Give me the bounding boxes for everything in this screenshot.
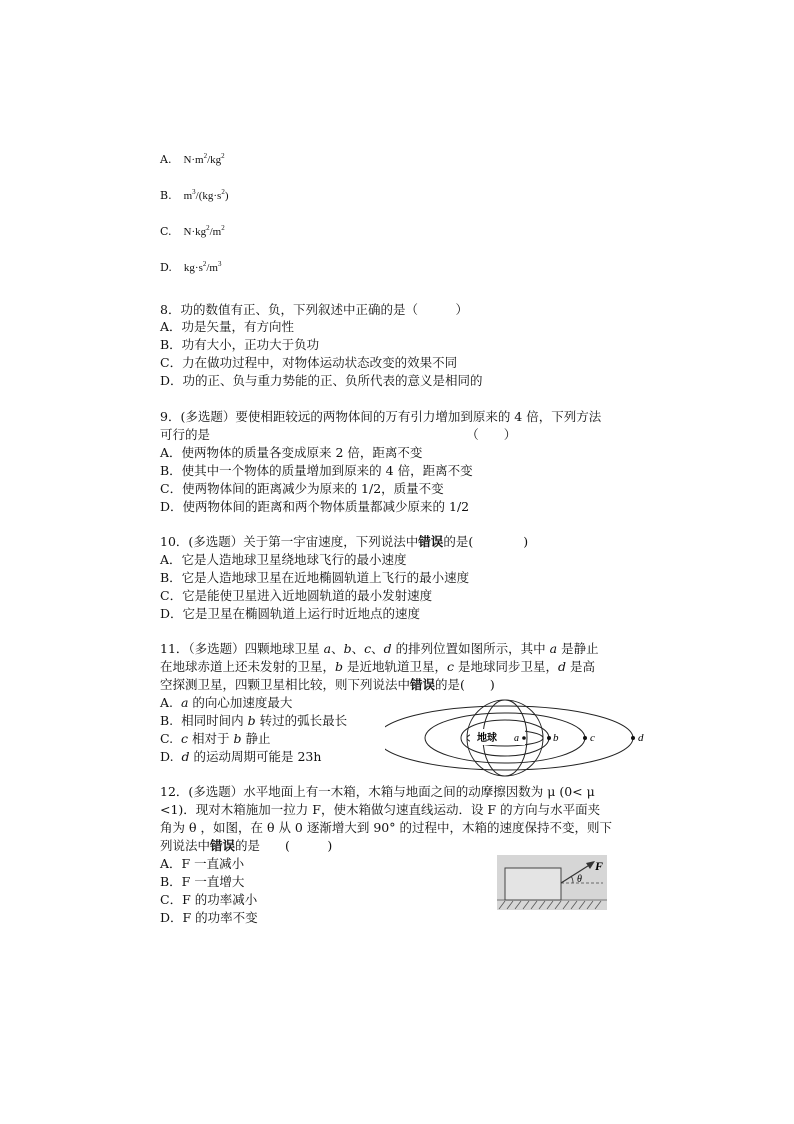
q12-stem-line3: 角为 θ ，如图，在 θ 从 0 逐渐增大到 90° 的过程中，木箱的速度保持不变，则下	[160, 820, 612, 835]
q8-option-c: C．力在做功过程中，对物体运动状态改变的效果不同	[160, 355, 458, 370]
satellite-d	[631, 736, 635, 740]
q12-option-b: B．F 一直增大	[160, 874, 245, 889]
q12-stem-line2: <1)．现对木箱施加一拉力 F，使木箱做匀速直线运动．设 F 的方向与水平面夹	[160, 802, 601, 817]
satellite-a	[522, 736, 526, 740]
q9-stem-line1: 9．(多选题）要使相距较远的两物体间的万有引力增加到原来的 4 倍，下列方法	[160, 409, 602, 424]
q11-stem-line2: 在地球赤道上还未发射的卫星，b 是近地轨道卫星，c 是地球同步卫星，d 是高	[160, 659, 596, 674]
satellite-c-label: c	[590, 732, 595, 744]
q7-option-d	[160, 258, 222, 277]
wooden-box	[505, 868, 561, 900]
q9-option-d: D．使两物体间的距离和两个物体质量都减少原来的 1/2	[160, 499, 470, 514]
q7-option-label: A.	[160, 153, 172, 166]
q7-option-a	[160, 150, 225, 169]
satellite-b	[547, 736, 551, 740]
satellite-c	[583, 736, 587, 740]
q7-option-formula: $N\cdot m^2/kg^2$	[183, 152, 225, 166]
q7-option-label: C.	[160, 225, 172, 238]
q11-option-b: B. 相同时间内 b 转过的弧长最长	[160, 713, 348, 728]
q9-option-c: C．使两物体间的距离减少为原来的 1/2，质量不变	[160, 481, 444, 496]
q10-option-c: C．它是能使卫星进入近地圆轨道的最小发射速度	[160, 588, 433, 603]
q9-option-b: B．使其中一个物体的质量增加到原来的 4 倍，距离不变	[160, 463, 473, 478]
box-force-diagram	[497, 855, 607, 910]
q7-option-formula: $N\cdot kg^2/m^2$	[183, 224, 225, 238]
q9-stem-line2: 可行的是 （ ）	[160, 427, 517, 442]
q12-option-a: A．F 一直减小	[160, 856, 245, 871]
q7-option-formula: $m^3/(kg\cdot s^2)$	[183, 188, 229, 202]
orbit-diagram	[385, 698, 650, 778]
q8-option-d: D．功的正、负与重力势能的正、负所代表的意义是相同的	[160, 373, 483, 388]
q12-option-d: D．F 的功率不变	[160, 910, 258, 925]
q12-stem-line1: 12．(多选题）水平地面上有一木箱，木箱与地面之间的动摩擦因数为 μ (0< μ	[160, 784, 595, 799]
q7-option-formula: $kg\cdot s^2/m^3$	[183, 260, 222, 274]
q10-stem-tail: 的是( )	[443, 534, 529, 549]
angle-label: θ	[577, 874, 582, 885]
q10-stem	[160, 533, 528, 551]
q12-option-c: C．F 的功率减小	[160, 892, 258, 907]
q12-stem-tail: 的是 ( )	[235, 838, 333, 853]
satellite-b-label: b	[553, 732, 559, 744]
q10-stem-text: 10．(多选题）关于第一宇宙速度，下列说法中	[160, 534, 419, 549]
q11-option-c: C. c 相对于 b 静止	[160, 731, 271, 746]
q7-option-c	[160, 222, 225, 241]
satellite-d-label: d	[638, 732, 644, 744]
q10-option-a: A．它是人造地球卫星绕地球飞行的最小速度	[160, 552, 407, 567]
q11-stem-line1: 11．（多选题）四颗地球卫星 a、b、c、d 的排列位置如图所示，其中 a 是静止	[160, 641, 599, 656]
q10-option-b: B．它是人造地球卫星在近地椭圆轨道上飞行的最小速度	[160, 570, 470, 585]
q7-option-label: D.	[160, 261, 172, 274]
q11-option-a: A. a 的向心加速度最大	[160, 695, 293, 710]
q11-stem-line3: 空探测卫星，四颗卫星相比较，则下列说法中错误的是( )	[160, 677, 495, 692]
q8-option-b: B．功有大小，正功大于负功	[160, 337, 320, 352]
q12-stem-line4	[160, 837, 332, 855]
q7-option-label: B.	[160, 189, 172, 202]
earth-label: 地球	[477, 733, 497, 744]
q12-stem-text: 列说法中	[160, 838, 211, 853]
q10-option-d: D．它是卫星在椭圆轨道上运行时近地点的速度	[160, 606, 421, 621]
q9-option-a: A．使两物体的质量各变成原来 2 倍，距离不变	[160, 445, 423, 460]
q11-option-d: D. d 的运动周期可能是 23h	[160, 749, 322, 764]
q12-stem-emphasis: 错误	[210, 838, 236, 853]
force-label: F	[595, 859, 604, 873]
q8-stem: 8．功的数值有正、负，下列叙述中正确的是（ ）	[160, 302, 468, 317]
q8-option-a: A．功是矢量，有方向性	[160, 319, 295, 334]
q10-stem-emphasis: 错误	[418, 534, 444, 549]
satellite-a-label: a	[514, 733, 519, 744]
q7-option-b	[160, 186, 228, 205]
